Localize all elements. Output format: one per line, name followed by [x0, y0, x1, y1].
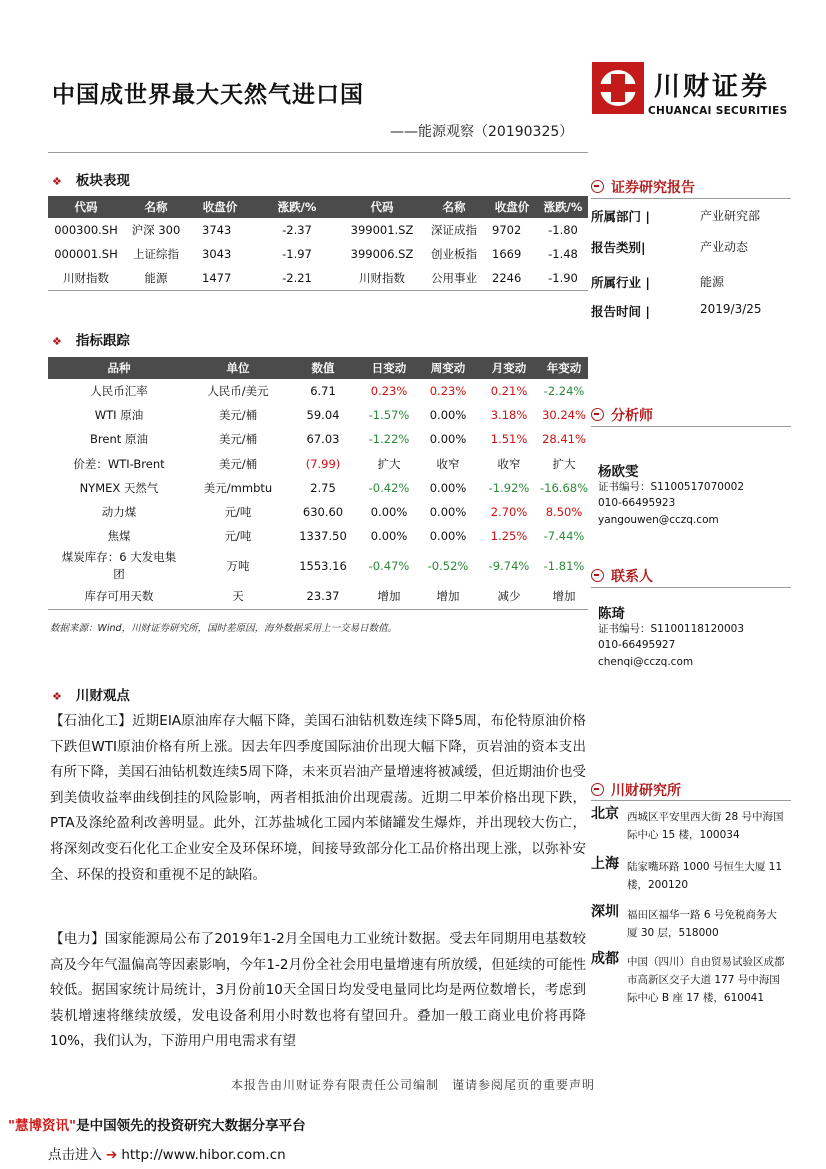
cell: 399001.SZ [350, 223, 414, 237]
cell: 2246 [486, 266, 538, 291]
col-header: 涨跌/% [538, 196, 588, 218]
table-row [48, 524, 588, 548]
cell: 收窄 [497, 456, 521, 471]
contact-name: 陈琦 [598, 606, 625, 622]
cell: 000300.SH [54, 223, 118, 237]
cell: 1553.16 [299, 559, 347, 574]
logo-text-en: CHUANCAI SECURITIES [648, 105, 788, 117]
table-row [48, 403, 588, 427]
sector-header-row [48, 196, 588, 218]
paragraph-power: 【电力】国家能源局公布了2019年1-2月全国电力工业统计数据。受去年同期用电基数较高及今年气温偏高等因素影响，今年1-2月份全社会用电量增速有所放缓，但延续的可能性较低。据国家统计局统计，3月份前10天全国日均发受电量同比均是两位数增长，考虑到装机增速将继续放缓，发电设备利用小时数也将有望回升。叠加一般工商业电价将再降10%，我们认为，下游用户用电需求有望 [50, 931, 586, 1050]
col-header: 年变动 [540, 357, 588, 379]
cell: 1669 [492, 247, 522, 261]
watermark-brand: "慧博资讯" [8, 1118, 77, 1134]
cell: 公用事业 [422, 266, 486, 291]
cell: NYMEX 天然气 [79, 480, 159, 495]
cell: 2.70% [490, 505, 528, 520]
office-address: 福田区福华一路 6 号免税商务大厦 30 层，518000 [627, 909, 777, 939]
report-date-value: 2019/3/25 [700, 302, 762, 316]
cell: Brent 原油 [90, 432, 148, 447]
views-heading: ❖ 川财观点 [52, 688, 130, 704]
watermark-line-1 [8, 1114, 306, 1134]
table-row [48, 500, 588, 524]
contact-phone: 010-66495927 [598, 639, 676, 651]
cell: 焦煤 [107, 529, 131, 544]
cell: 扩大 [552, 456, 576, 471]
cell: 煤炭库存：6 大发电集团 [61, 550, 177, 582]
cell: 扩大 [377, 456, 401, 471]
cell: -0.52% [427, 559, 469, 574]
table-row [48, 427, 588, 451]
report-type-label: 报告类别| [591, 240, 646, 255]
cell: 美元/桶 [218, 456, 258, 471]
cell: 3043 [202, 247, 232, 261]
cell: 创业板指 [431, 247, 477, 261]
cell: -1.57% [368, 408, 410, 423]
office-city: 上海 [591, 856, 619, 872]
cell: (7.99) [305, 456, 341, 471]
cell: -16.68% [540, 480, 588, 495]
contact-heading: 联系人 [591, 566, 653, 586]
table-row [48, 476, 588, 500]
institute-icon [591, 783, 604, 796]
office-address: 西城区平安里西大街 28 号中海国际中心 15 楼，100034 [627, 811, 784, 841]
cell: 能源 [124, 266, 188, 291]
watermark-url[interactable]: http://www.hibor.com.cn [121, 1147, 286, 1163]
sidebar-divider [591, 426, 791, 427]
cell: 美元/mmbtu [203, 480, 273, 495]
cell: 深证成指 [431, 223, 477, 237]
cell: 000001.SH [54, 247, 118, 261]
cell: 0.00% [429, 480, 467, 495]
cell: 动力煤 [101, 505, 137, 520]
cell: 1.51% [490, 432, 528, 447]
cell: 上证综指 [133, 247, 179, 261]
cell: 3.18% [490, 408, 528, 423]
arrow-icon: ➔ [106, 1147, 118, 1163]
office-city: 成都 [591, 951, 619, 967]
cell: 元/吨 [224, 505, 252, 520]
col-header: 收盘价 [486, 196, 538, 218]
table-row [48, 452, 588, 476]
col-header: 收盘价 [188, 196, 252, 218]
cell: 0.21% [490, 384, 528, 399]
cell: 美元/桶 [218, 408, 258, 423]
office-address: 陆家嘴环路 1000 号恒生大厦 11 楼，200120 [627, 861, 783, 891]
cell: 0.00% [429, 432, 467, 447]
col-header: 名称 [422, 196, 486, 218]
cell: 增加 [540, 584, 588, 609]
cell: -1.80 [548, 223, 578, 237]
table-row [48, 218, 588, 242]
cell: 0.00% [429, 529, 467, 544]
report-subtitle: ——能源观察（20190325） [390, 124, 574, 140]
cell: 23.37 [286, 584, 360, 609]
cell: 1.25% [490, 529, 528, 544]
col-header: 月变动 [478, 357, 540, 379]
cell: 价差：WTI-Brent [73, 456, 165, 471]
cell: 0.00% [429, 408, 467, 423]
cell: 元/吨 [224, 529, 252, 544]
cell: 0.00% [429, 505, 467, 520]
cell: -1.97 [282, 247, 312, 261]
watermark-tagline: 是中国领先的投资研究大数据分享平台 [76, 1118, 306, 1134]
cell: 0.23% [429, 384, 467, 399]
report-dept-label: 所属部门 | [591, 209, 650, 224]
cell: 8.50% [545, 505, 583, 520]
cell: 9702 [492, 223, 522, 237]
cell: 399006.SZ [350, 247, 414, 261]
cell: 1337.50 [299, 529, 347, 544]
cell: 沪深 300 [131, 223, 181, 237]
cell: 减少 [478, 584, 540, 609]
col-header: 代码 [48, 196, 124, 218]
col-header: 单位 [190, 357, 286, 379]
chuancai-logo-icon [592, 62, 644, 114]
cell: -2.21 [252, 266, 342, 291]
cell: -2.24% [543, 384, 585, 399]
cell: 59.04 [306, 408, 340, 423]
cell: 人民币/美元 [207, 384, 269, 399]
contact-cert: 证书编号：S1100118120003 [598, 623, 745, 635]
report-icon [591, 180, 604, 193]
cell: 0.00% [370, 505, 408, 520]
report-industry-value: 能源 [700, 275, 725, 289]
cell: -1.92% [488, 480, 530, 495]
cell: -1.90 [538, 266, 588, 291]
col-header: 品种 [48, 357, 190, 379]
cell: -0.47% [368, 559, 410, 574]
analyst-name: 杨欧雯 [598, 464, 639, 480]
watermark-line-2 [48, 1143, 286, 1163]
paragraph-petrochem: 【石油化工】近期EIA原油库存大幅下降，美国石油钻机数连续下降5周，布伦特原油价格下跌但WTI原油价格有所上涨。因去年四季度国际油价出现大幅下降，页岩油的资本支出有所下降，美国石油钻机数连续5周下降，未来页岩油产量增速将被减缓，但近期油价也受到美债收益率曲线倒挂的风险影响，两者相抵油价出现震荡。近期二甲苯价格出现下跌，PTA及涤纶盈利改善明显。此外，江苏盐城化工园内苯储罐发生爆炸，并出现较大伤亡，将深刻改变石化化工企业安全及环保环境，间接导致部分化工品价格出现上涨，以弥补安全、环保的投资和重视不足的缺陷。 [50, 713, 586, 883]
cell: WTI 原油 [94, 408, 144, 423]
diamond-icon: ❖ [52, 335, 62, 348]
cell: 库存可用天数 [48, 584, 190, 609]
table-row [48, 242, 588, 266]
report-date-label: 报告时间 | [591, 304, 650, 319]
col-header: 名称 [124, 196, 188, 218]
report-info-heading: 证券研究报告 [591, 177, 695, 197]
col-header: 周变动 [418, 357, 478, 379]
cell: -1.81% [543, 559, 585, 574]
cell: 人民币汇率 [90, 384, 148, 399]
cell: 川财指数 [48, 266, 124, 291]
col-header: 数值 [286, 357, 360, 379]
data-source-note: 数据来源：Wind，川财证券研究所，国时差原因，海外数据采用上一交易日数值。 [50, 623, 398, 634]
cell: 川财指数 [342, 266, 422, 291]
cell: 收窄 [436, 456, 460, 471]
cell: -9.74% [488, 559, 530, 574]
cell: 3743 [202, 223, 232, 237]
sector-table [48, 196, 588, 291]
header-divider [48, 152, 588, 153]
cell: -1.22% [368, 432, 410, 447]
analyst-cert: 证书编号：S1100517070002 [598, 481, 745, 493]
indicators-heading: ❖ 指标跟踪 [52, 333, 130, 349]
col-header: 代码 [342, 196, 422, 218]
table-row [48, 266, 588, 291]
col-header: 日变动 [360, 357, 418, 379]
cell: 2.75 [310, 480, 336, 495]
table-row [48, 379, 588, 403]
contact-email[interactable]: chenqi@cczq.com [598, 656, 694, 668]
cell: -7.44% [543, 529, 585, 544]
cell: 天 [190, 584, 286, 609]
cell: 0.23% [370, 384, 408, 399]
table-row [48, 548, 588, 584]
sidebar-divider [591, 800, 791, 801]
table-row [48, 584, 588, 609]
cell: 28.41% [542, 432, 586, 447]
analyst-phone: 010-66495923 [598, 497, 676, 509]
contact-icon [591, 569, 604, 582]
analyst-heading: 分析师 [591, 405, 653, 425]
indicators-header-row [48, 357, 588, 379]
logo-text-cn: 川财证券 [654, 72, 771, 102]
cell: 1477 [188, 266, 252, 291]
report-dept-value: 产业研究部 [700, 209, 761, 223]
report-type-value: 产业动态 [700, 240, 749, 254]
sector-heading: ❖ 板块表现 [52, 173, 130, 189]
cell: 增加 [418, 584, 478, 609]
diamond-icon: ❖ [52, 175, 62, 188]
cell: 30.24% [542, 408, 586, 423]
col-header: 涨跌/% [252, 196, 342, 218]
cell: 67.03 [306, 432, 340, 447]
sidebar-divider [591, 587, 791, 588]
cell: -2.37 [282, 223, 312, 237]
analyst-email[interactable]: yangouwen@cczq.com [598, 514, 719, 526]
analyst-icon [591, 408, 604, 421]
indicators-table [48, 357, 588, 610]
cell: 万吨 [226, 559, 250, 574]
cell: 630.60 [302, 505, 344, 520]
office-city: 北京 [591, 806, 619, 822]
office-city: 深圳 [591, 904, 619, 920]
cell: 0.00% [370, 529, 408, 544]
cell: 美元/桶 [218, 432, 258, 447]
office-address: 中国（四川）自由贸易试验区成都市高新区交子大道 177 号中海国际中心 B 座 17 楼，610041 [627, 956, 785, 1004]
watermark-link-prefix: 点击进入 [48, 1147, 102, 1163]
cell: 6.71 [310, 384, 336, 399]
sidebar-divider [591, 198, 791, 199]
cell: 增加 [360, 584, 418, 609]
cell: -1.48 [548, 247, 578, 261]
report-industry-label: 所属行业 | [591, 275, 650, 290]
report-title: 中国成世界最大天然气进口国 [52, 82, 364, 108]
footer-statement: 本报告由川财证券有限责任公司编制 谨请参阅尾页的重要声明 [230, 1078, 595, 1092]
diamond-icon: ❖ [52, 690, 62, 703]
cell: -0.42% [368, 480, 410, 495]
institute-heading: 川财研究所 [591, 780, 681, 800]
